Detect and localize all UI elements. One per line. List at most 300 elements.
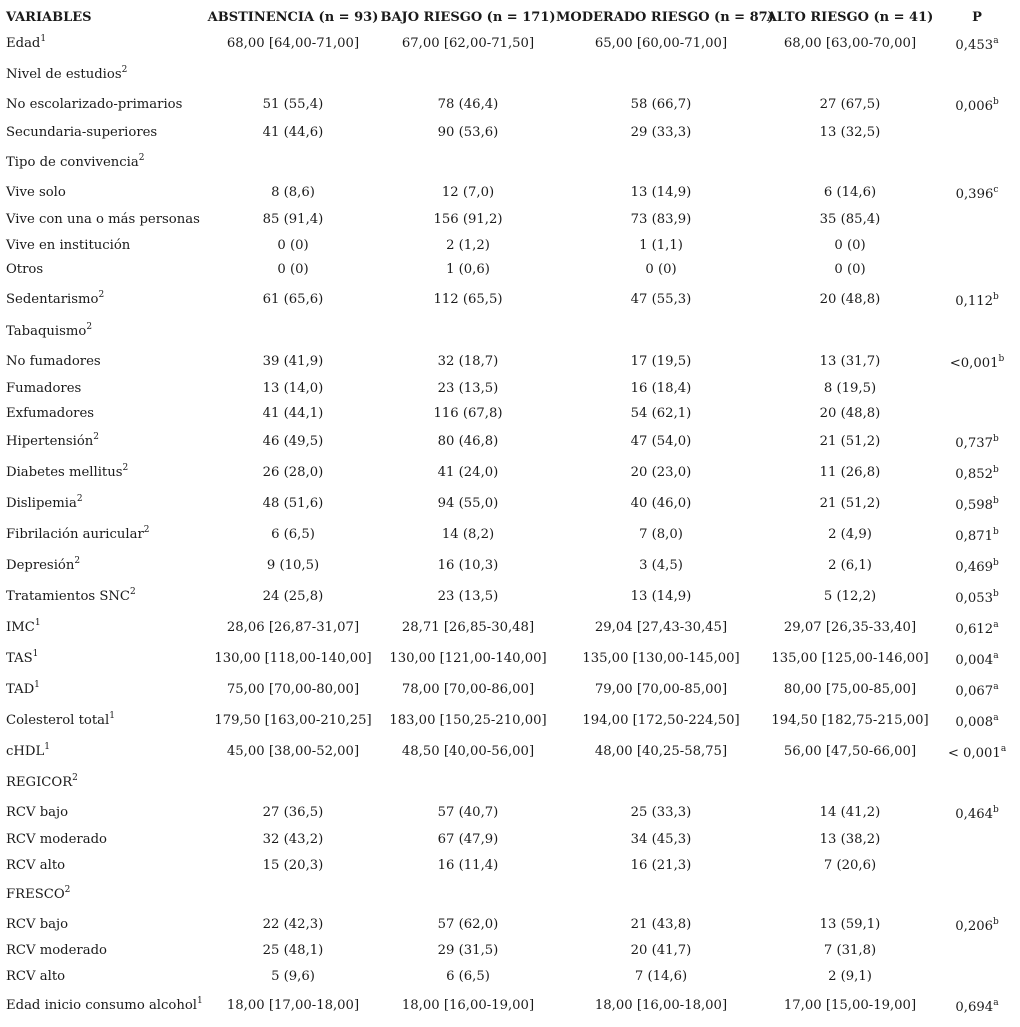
row-label-text: REGICOR (6, 775, 73, 790)
p-value-text: 0,612 (955, 622, 994, 637)
cell-alto-riesgo: 80,00 [75,00-85,00] (783, 682, 917, 697)
p-value-footnote: a (993, 713, 999, 723)
cell-alto-riesgo: 2 (6,1) (828, 558, 872, 573)
p-value-footnote: a (993, 620, 999, 630)
row-label (0, 767, 206, 798)
cell-moderado-riesgo (556, 878, 766, 910)
p-value-text: 0,694 (955, 1000, 994, 1015)
row-label-text: Hipertensión (6, 434, 94, 449)
row-label-footnote: 2 (93, 432, 100, 442)
table-row (0, 346, 1020, 376)
p-value-text: 0,206 (955, 918, 993, 934)
cell-moderado-riesgo: 13 (14,9) (630, 589, 692, 604)
cell-bajo-riesgo (380, 59, 556, 90)
table-row (0, 401, 1020, 426)
cell-abstinencia: 32 (43,2) (262, 832, 324, 847)
cell-abstinencia: 22 (42,3) (262, 916, 324, 932)
row-label (0, 989, 206, 1022)
cell-moderado-riesgo: 29 (33,3) (630, 125, 692, 140)
cell-abstinencia: 41 (44,1) (262, 406, 324, 421)
row-label (0, 119, 206, 146)
table-row (0, 910, 1020, 938)
row-label-text: No fumadores (6, 353, 101, 369)
cell-abstinencia: 9 (10,5) (266, 558, 320, 573)
row-label-text: Vive con una o más personas (6, 212, 200, 227)
p-value-text: 0,008 (955, 715, 994, 730)
row-label-text: Secundaria-superiores (6, 125, 158, 140)
cell-abstinencia: 13 (14,0) (262, 381, 324, 396)
cell-bajo-riesgo: 16 (11,4) (437, 857, 499, 873)
table-row (0, 282, 1020, 317)
cell-abstinencia: 15 (20,3) (262, 857, 324, 873)
cell-p-value (934, 317, 1020, 346)
cell-bajo-riesgo: 156 (91,2) (433, 212, 503, 227)
cell-abstinencia: 179,50 [163,00-210,25] (214, 713, 372, 728)
row-label-text: Fibrilación auricular (6, 527, 144, 542)
row-label-footnote: 1 (40, 34, 47, 44)
cell-alto-riesgo (766, 317, 934, 346)
row-label (0, 798, 206, 827)
p-value-text: 0,852 (955, 467, 993, 482)
table-row (0, 146, 1020, 178)
cell-p-value (934, 878, 1020, 910)
row-label-text: RCV moderado (6, 832, 107, 847)
table-row (0, 550, 1020, 581)
cell-alto-riesgo (766, 878, 934, 910)
p-value-text: 0,464 (955, 807, 993, 822)
row-label-text: TAD (6, 682, 35, 697)
cell-p-value (934, 612, 1020, 643)
row-label (0, 346, 206, 376)
row-label (0, 426, 206, 457)
cell-moderado-riesgo: 13 (14,9) (630, 184, 692, 200)
cell-alto-riesgo: 6 (14,6) (823, 184, 877, 200)
row-label (0, 376, 206, 401)
cell-alto-riesgo: 35 (85,4) (819, 212, 881, 227)
row-label-footnote: 2 (122, 463, 129, 473)
table-row (0, 878, 1020, 910)
cell-p-value (934, 90, 1020, 119)
table-row (0, 206, 1020, 233)
cell-alto-riesgo: 21 (51,2) (819, 496, 881, 511)
row-label-footnote: 2 (76, 494, 83, 504)
row-label-footnote: 2 (74, 556, 81, 566)
row-label-footnote: 2 (86, 322, 93, 332)
header-moderado-riesgo: MODERADO RIESGO (n = 87) (556, 9, 774, 25)
cell-moderado-riesgo: 16 (21,3) (630, 857, 692, 873)
p-value-text: 0,396 (955, 186, 994, 202)
row-label-footnote: 1 (34, 680, 40, 690)
row-label-text: RCV moderado (6, 943, 107, 958)
cell-p-value (934, 59, 1020, 90)
cell-bajo-riesgo: 78,00 [70,00-86,00] (401, 682, 535, 697)
cell-abstinencia (206, 878, 380, 910)
row-label (0, 674, 206, 705)
cell-abstinencia (206, 767, 380, 798)
cell-p-value (934, 643, 1020, 674)
cell-abstinencia: 48 (51,6) (262, 496, 324, 511)
cell-p-value (934, 550, 1020, 581)
row-label-text: Depresión (6, 558, 75, 573)
table-row (0, 938, 1020, 963)
row-label-text: Nivel de estudios (6, 67, 122, 82)
cell-moderado-riesgo (556, 767, 766, 798)
p-value-text: < 0,001 (947, 746, 1001, 761)
table-row (0, 457, 1020, 488)
table-row (0, 643, 1020, 674)
p-value-text: 0,053 (955, 591, 993, 606)
table-row (0, 798, 1020, 827)
cell-bajo-riesgo (380, 146, 556, 178)
cell-moderado-riesgo: 16 (18,4) (630, 381, 692, 396)
cell-bajo-riesgo: 67,00 [62,00-71,50] (401, 36, 535, 51)
cell-abstinencia: 68,00 [64,00-71,00] (226, 36, 360, 51)
row-label-text: FRESCO (6, 886, 65, 902)
table-row (0, 426, 1020, 457)
cell-bajo-riesgo: 41 (24,0) (437, 465, 499, 480)
table-row (0, 989, 1020, 1022)
row-label-text: No escolarizado-primarios (6, 97, 183, 112)
row-label-text: Fumadores (6, 381, 82, 396)
row-label (0, 401, 206, 426)
cell-abstinencia: 51 (55,4) (262, 97, 324, 112)
row-label (0, 878, 206, 910)
p-value-footnote: a (993, 998, 999, 1008)
cell-moderado-riesgo: 47 (55,3) (630, 292, 692, 307)
header-alto-riesgo: ALTO RIESGO (n = 41) (766, 9, 934, 25)
cell-moderado-riesgo: 18,00 [16,00-18,00] (594, 998, 728, 1013)
cell-bajo-riesgo: 78 (46,4) (437, 97, 499, 112)
header-row (0, 6, 1020, 28)
header-bajo-riesgo: BAJO RIESGO (n = 171) (380, 9, 556, 25)
row-label (0, 938, 206, 963)
cell-moderado-riesgo: 135,00 [130,00-145,00] (582, 651, 740, 666)
p-value-footnote: b (993, 434, 999, 444)
cell-abstinencia: 6 (6,5) (271, 527, 315, 542)
cell-p-value (934, 119, 1020, 146)
cell-bajo-riesgo (380, 317, 556, 346)
row-label-footnote: 2 (64, 884, 71, 895)
row-label-footnote: 1 (32, 649, 39, 659)
table-row (0, 376, 1020, 401)
cell-p-value (934, 736, 1020, 767)
table-row (0, 736, 1020, 767)
cell-abstinencia (206, 146, 380, 178)
p-value-footnote: a (1000, 744, 1007, 754)
cell-moderado-riesgo: 0 (0) (645, 262, 677, 277)
cell-p-value (934, 28, 1020, 59)
row-label (0, 317, 206, 346)
p-value-footnote: b (993, 558, 999, 568)
row-label-footnote: 2 (130, 587, 136, 597)
table-body (0, 28, 1020, 1022)
cell-p-value (934, 519, 1020, 550)
row-label-text: cHDL (6, 744, 45, 759)
table-row (0, 519, 1020, 550)
cell-alto-riesgo: 2 (9,1) (828, 968, 872, 984)
cell-moderado-riesgo (556, 146, 766, 178)
row-label (0, 206, 206, 233)
cell-bajo-riesgo: 57 (62,0) (437, 916, 499, 932)
p-value-footnote: b (993, 589, 999, 599)
cell-p-value (934, 989, 1020, 1022)
cell-alto-riesgo: 11 (26,8) (819, 465, 881, 480)
table-row (0, 963, 1020, 989)
cell-moderado-riesgo: 48,00 [40,25-58,75] (594, 744, 728, 759)
cell-moderado-riesgo: 47 (54,0) (630, 434, 692, 449)
row-label (0, 550, 206, 581)
cell-bajo-riesgo: 16 (10,3) (437, 558, 499, 573)
cell-alto-riesgo (766, 59, 934, 90)
cell-bajo-riesgo: 57 (40,7) (437, 805, 499, 820)
row-label-text: Edad inicio consumo alcohol (6, 998, 197, 1013)
p-value-footnote: a (993, 36, 999, 46)
table-row (0, 257, 1020, 282)
cell-p-value (934, 938, 1020, 963)
cell-abstinencia: 39 (41,9) (262, 353, 324, 369)
row-label-footnote: 1 (34, 618, 41, 628)
cell-moderado-riesgo: 17 (19,5) (630, 353, 692, 369)
p-value-text: 0,006 (955, 99, 993, 114)
table-row (0, 28, 1020, 59)
cell-p-value (934, 206, 1020, 233)
cell-p-value (934, 963, 1020, 989)
row-label-text: Tabaquismo (6, 324, 87, 339)
cell-abstinencia: 28,06 [26,87-31,07] (226, 620, 360, 635)
cell-moderado-riesgo: 54 (62,1) (630, 406, 692, 421)
cell-p-value (934, 376, 1020, 401)
cell-alto-riesgo: 13 (38,2) (819, 832, 881, 847)
row-label-text: Diabetes mellitus (6, 465, 123, 480)
row-label-text: Vive solo (6, 184, 66, 200)
cell-bajo-riesgo: 116 (67,8) (433, 406, 503, 421)
row-label-footnote: 1 (44, 742, 50, 752)
cell-moderado-riesgo: 29,04 [27,43-30,45] (594, 620, 728, 635)
p-value-text: 0,067 (955, 684, 994, 699)
cell-alto-riesgo: 13 (32,5) (819, 125, 881, 140)
cell-moderado-riesgo: 20 (41,7) (630, 943, 692, 958)
row-label-text: RCV bajo (6, 805, 69, 820)
row-label (0, 705, 206, 736)
row-label (0, 519, 206, 550)
cell-bajo-riesgo: 14 (8,2) (441, 527, 495, 542)
row-label (0, 59, 206, 90)
row-label-text: Tipo de convivencia (6, 154, 139, 170)
results-table (0, 6, 1020, 1022)
row-label (0, 233, 206, 257)
row-label (0, 910, 206, 938)
cell-bajo-riesgo: 18,00 [16,00-19,00] (401, 998, 535, 1013)
cell-bajo-riesgo: 67 (47,9) (437, 832, 499, 847)
table-row (0, 178, 1020, 206)
row-label (0, 852, 206, 878)
row-label (0, 612, 206, 643)
cell-bajo-riesgo: 183,00 [150,25-210,00] (389, 713, 547, 728)
p-value-text: 0,598 (955, 498, 993, 513)
cell-alto-riesgo: 135,00 [125,00-146,00] (771, 651, 929, 666)
cell-bajo-riesgo: 32 (18,7) (437, 353, 499, 369)
cell-abstinencia: 0 (0) (277, 237, 309, 253)
cell-moderado-riesgo: 7 (8,0) (639, 527, 683, 542)
cell-bajo-riesgo: 94 (55,0) (437, 496, 499, 511)
cell-moderado-riesgo: 58 (66,7) (630, 97, 692, 112)
cell-p-value (934, 146, 1020, 178)
table-row (0, 674, 1020, 705)
p-value-footnote: b (993, 805, 999, 815)
cell-alto-riesgo: 27 (67,5) (819, 97, 881, 112)
cell-alto-riesgo: 29,07 [26,35-33,40] (783, 620, 917, 635)
p-value-footnote: b (993, 527, 999, 537)
header-variables: VARIABLES (6, 9, 92, 25)
cell-bajo-riesgo: 1 (0,6) (446, 262, 490, 277)
table-row (0, 612, 1020, 643)
cell-moderado-riesgo (556, 59, 766, 90)
row-label-footnote: 2 (72, 773, 78, 783)
row-label-footnote: 1 (109, 711, 115, 721)
cell-p-value (934, 282, 1020, 317)
cell-moderado-riesgo: 25 (33,3) (630, 805, 692, 820)
p-value-text: 0,004 (955, 653, 994, 668)
p-value-text: <0,001 (949, 355, 999, 371)
cell-p-value (934, 705, 1020, 736)
cell-alto-riesgo (766, 767, 934, 798)
table-row (0, 767, 1020, 798)
cell-bajo-riesgo: 130,00 [121,00-140,00] (389, 651, 547, 666)
row-label-text: RCV alto (6, 857, 66, 873)
table-row (0, 317, 1020, 346)
cell-alto-riesgo: 5 (12,2) (823, 589, 877, 604)
table-row (0, 90, 1020, 119)
cell-abstinencia: 25 (48,1) (262, 943, 324, 958)
cell-bajo-riesgo: 12 (7,0) (441, 184, 495, 200)
row-label (0, 90, 206, 119)
row-label-text: Exfumadores (6, 406, 95, 421)
cell-bajo-riesgo: 90 (53,6) (437, 125, 499, 140)
row-label (0, 643, 206, 674)
row-label-footnote: 2 (138, 152, 145, 163)
table-row (0, 852, 1020, 878)
cell-bajo-riesgo: 6 (6,5) (446, 968, 490, 984)
cell-p-value (934, 581, 1020, 612)
row-label-text: IMC (6, 620, 35, 635)
row-label (0, 146, 206, 178)
row-label (0, 963, 206, 989)
row-label-footnote: 1 (197, 996, 203, 1006)
p-value-footnote: b (998, 353, 1005, 364)
cell-p-value (934, 767, 1020, 798)
cell-abstinencia: 61 (65,6) (262, 292, 324, 307)
row-label (0, 581, 206, 612)
cell-p-value (934, 488, 1020, 519)
row-label (0, 736, 206, 767)
cell-abstinencia: 8 (8,6) (271, 184, 315, 200)
cell-alto-riesgo: 0 (0) (834, 237, 866, 253)
cell-bajo-riesgo: 80 (46,8) (437, 434, 499, 449)
row-label-text: RCV alto (6, 968, 66, 984)
cell-p-value (934, 426, 1020, 457)
cell-bajo-riesgo: 23 (13,5) (437, 589, 499, 604)
cell-alto-riesgo: 194,50 [182,75-215,00] (771, 713, 929, 728)
table-row (0, 59, 1020, 90)
p-value-footnote: a (993, 682, 999, 692)
cell-p-value (934, 674, 1020, 705)
row-label-text: Edad (6, 36, 41, 51)
cell-moderado-riesgo: 34 (45,3) (630, 832, 692, 847)
p-value-text: 0,112 (955, 294, 993, 309)
row-label (0, 28, 206, 59)
cell-abstinencia (206, 317, 380, 346)
cell-alto-riesgo: 21 (51,2) (819, 434, 881, 449)
cell-p-value (934, 852, 1020, 878)
cell-p-value (934, 798, 1020, 827)
row-label (0, 282, 206, 317)
row-label (0, 457, 206, 488)
cell-p-value (934, 257, 1020, 282)
cell-abstinencia: 46 (49,5) (262, 434, 324, 449)
cell-alto-riesgo: 20 (48,8) (819, 292, 881, 307)
row-label-text: Colesterol total (6, 713, 110, 728)
cell-moderado-riesgo (556, 317, 766, 346)
cell-abstinencia: 41 (44,6) (262, 125, 324, 140)
cell-bajo-riesgo: 28,71 [26,85-30,48] (401, 620, 535, 635)
p-value-footnote: b (993, 465, 999, 475)
cell-alto-riesgo: 20 (48,8) (819, 406, 881, 421)
cell-bajo-riesgo: 112 (65,5) (433, 292, 503, 307)
cell-bajo-riesgo (380, 767, 556, 798)
p-value-footnote: b (993, 292, 999, 302)
cell-alto-riesgo: 0 (0) (834, 262, 866, 277)
row-label-footnote: 2 (98, 290, 105, 300)
cell-abstinencia: 75,00 [70,00-80,00] (226, 682, 360, 697)
cell-bajo-riesgo (380, 878, 556, 910)
header-p-value: P (972, 9, 982, 25)
row-label (0, 488, 206, 519)
row-label-text: Sedentarismo (6, 292, 99, 307)
cell-moderado-riesgo: 79,00 [70,00-85,00] (594, 682, 728, 697)
row-label-text: Vive en institución (6, 237, 131, 253)
table-row (0, 705, 1020, 736)
cell-abstinencia (206, 59, 380, 90)
cell-moderado-riesgo: 65,00 [60,00-71,00] (594, 36, 728, 51)
cell-alto-riesgo: 13 (31,7) (819, 353, 881, 369)
row-label-text: Otros (6, 262, 44, 277)
row-label-text: RCV bajo (6, 916, 69, 932)
p-value-footnote: b (993, 97, 999, 107)
cell-abstinencia: 0 (0) (277, 262, 309, 277)
p-value-footnote: c (993, 184, 999, 195)
p-value-text: 0,469 (955, 560, 993, 575)
cell-abstinencia: 5 (9,6) (271, 968, 315, 984)
row-label (0, 257, 206, 282)
cell-abstinencia: 45,00 [38,00-52,00] (226, 744, 360, 759)
cell-p-value (934, 910, 1020, 938)
row-label (0, 178, 206, 206)
cell-p-value (934, 401, 1020, 426)
header-abstinencia: ABSTINENCIA (n = 93) (207, 9, 379, 25)
row-label-footnote: 2 (121, 65, 128, 75)
cell-moderado-riesgo: 7 (14,6) (634, 968, 688, 984)
cell-moderado-riesgo: 73 (83,9) (630, 212, 692, 227)
cell-alto-riesgo: 14 (41,2) (819, 805, 881, 820)
p-value-text: 0,453 (955, 38, 994, 53)
cell-moderado-riesgo: 3 (4,5) (639, 558, 683, 573)
row-label-text: Dislipemia (6, 496, 77, 511)
cell-alto-riesgo: 68,00 [63,00-70,00] (783, 36, 917, 51)
p-value-footnote: b (993, 916, 999, 927)
cell-alto-riesgo: 17,00 [15,00-19,00] (783, 998, 917, 1013)
row-label-text: Tratamientos SNC (6, 589, 131, 604)
cell-p-value (934, 178, 1020, 206)
